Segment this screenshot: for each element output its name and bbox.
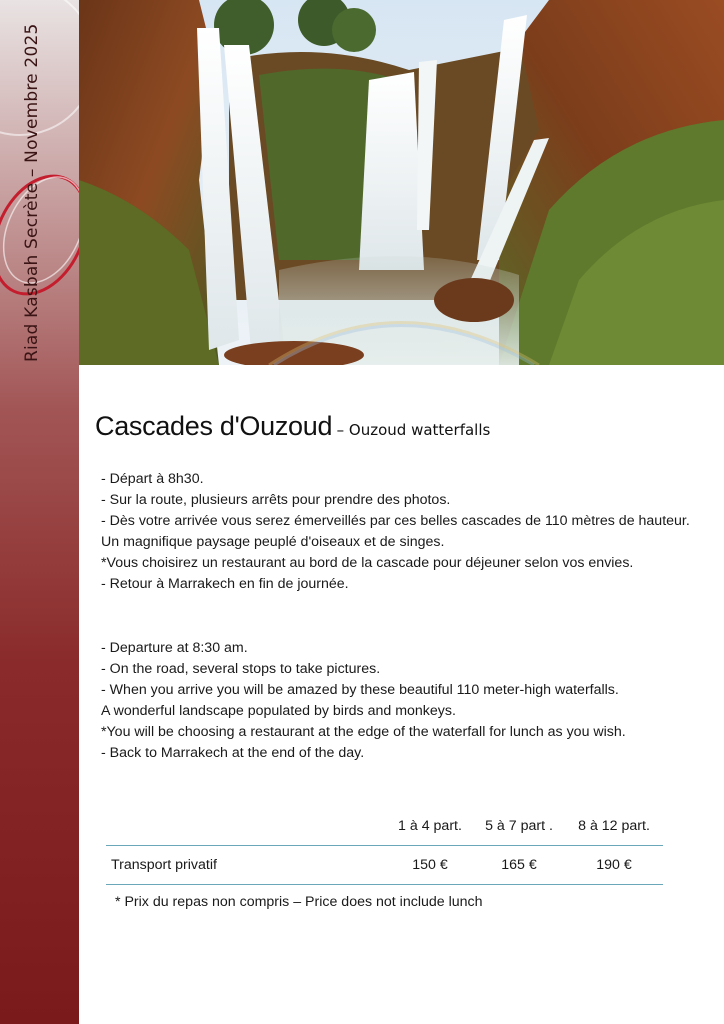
fr-line: - Départ à 8h30.: [101, 471, 204, 487]
fr-line: - Dès votre arrivée vous serez émerveillés par ces belles cascades de 110 mètres de hauteur.: [101, 513, 690, 529]
en-line: - Departure at 8:30 am.: [101, 640, 248, 656]
vertical-title: Riad Kasbah Secrète – Novembre 2025: [22, 23, 42, 362]
description-english: [101, 638, 701, 764]
en-line: - On the road, several stops to take pictures.: [101, 661, 381, 677]
en-line: A wonderful landscape populated by birds and monkeys.: [101, 703, 456, 719]
price-1-4: 150 €: [412, 857, 448, 873]
price-8-12: 190 €: [596, 857, 632, 873]
title-main: Cascades d'Ouzoud: [95, 411, 333, 441]
fr-line: *Vous choisirez un restaurant au bord de la cascade pour déjeuner selon vos envies.: [101, 555, 634, 571]
hero-image: [79, 0, 724, 365]
table-row: [106, 847, 663, 883]
description-french: [101, 469, 701, 595]
header-5-7: 5 à 7 part .: [485, 818, 553, 834]
fr-line: Un magnifique paysage peuplé d'oiseaux et de singes.: [101, 534, 445, 550]
price-table-header: [106, 808, 663, 844]
fr-line: - Sur la route, plusieurs arrêts pour prendre des photos.: [101, 492, 451, 508]
header-8-12: 8 à 12 part.: [578, 818, 650, 834]
header-1-4: 1 à 4 part.: [398, 818, 462, 834]
price-5-7: 165 €: [501, 857, 537, 873]
en-line: *You will be choosing a restaurant at the edge of the waterfall for lunch as you wish.: [101, 724, 626, 740]
en-line: - Back to Marrakech at the end of the day.: [101, 745, 365, 761]
fr-line: - Retour à Marrakech en fin de journée.: [101, 576, 349, 592]
table-rule-top: [106, 845, 663, 846]
waterfall-photo: [79, 0, 724, 365]
table-rule-bottom: [106, 884, 663, 885]
price-note: * Prix du repas non compris – Price does not include lunch: [115, 894, 483, 910]
side-band: [0, 0, 79, 1024]
row-label: Transport privatif: [111, 857, 217, 873]
title-subtitle: – Ouzoud watterfalls: [336, 421, 491, 439]
page-title: [95, 411, 490, 442]
en-line: - When you arrive you will be amazed by these beautiful 110 meter-high waterfalls.: [101, 682, 619, 698]
